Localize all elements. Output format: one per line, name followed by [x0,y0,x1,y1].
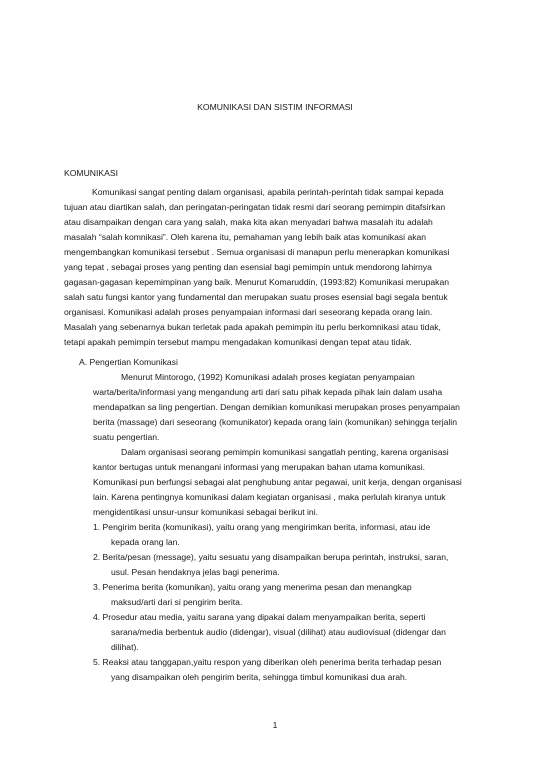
page-number: 1 [272,720,278,730]
section-heading: KOMUNIKASI [64,168,118,178]
list-item: 2. Berita/pesan (message), yaitu sesuatu yang disampaikan berupa perintah, instruksi, saran, [93,552,449,562]
list-item-continuation: maksud/arti dari si pengirim berita. [111,597,243,607]
body-line: Menurut Mintorogo, (1992) Komunikasi adalah proses kegiatan penyampaian [121,372,415,382]
intro-line: Komunikasi sangat penting dalam organisasi, apabila perintah-perintah tidak sampai kepada [92,187,444,197]
list-item-continuation: yang disampaikan oleh pengirim berita, sehingga timbul komunikasi dua arah. [111,672,408,682]
document-title: KOMUNIKASI DAN SISTIM INFORMASI [197,102,353,112]
list-item-continuation: usul. Pesan hendaknya jelas bagi penerima. [111,567,280,577]
intro-line: Masalah yang sebenarnya bukan terletak pada apakah pemimpin itu perlu berkomnikasi atau tidak, [64,322,441,332]
intro-line: mengembangkan komunikasi tersebut . Semua organisasi di manapun perlu menerapkan komunikasi [64,247,450,257]
body-line: mendapatkan sa ling pengertian. Dengan demikian komunikasi merupakan proses penyampaian [93,402,460,412]
intro-line: gagasan-gagasan kepemimpinan yang baik. Menurut Komaruddin, (1993:82) Komunikasi merupakan [64,277,450,287]
body-line: warta/berita/informasi yang mengandung arti dari satu pihak kepada pihak lain dalam usaha [93,387,443,397]
list-item-continuation: dilihat). [111,642,139,652]
list-item: 3. Penerima berita (komunikan), yaitu orang yang menerima pesan dan menangkap [93,582,412,592]
intro-line: tetapi apakah pemimpin tersebut mampu mengadakan komunikasi dengan tepat atau tidak. [64,337,412,347]
list-item-continuation: kepada orang lan. [111,537,180,547]
body-line: kantor bertugas untuk menangani informasi yang merupakan bahan utama komunikasi. [93,462,426,472]
body-line: Dalam organisasi seorang pemimpin komunikasi sangatlah penting, karena organisasi [121,447,449,457]
subsection-heading: A. Pengertian Komunikasi [79,357,178,367]
intro-line: organisasi. Komunikasi adalah proses penyampaian informasi dari seseorang kepada orang lain. [64,307,433,317]
intro-line: yang tepat , sebagai proses yang penting dan esensial bagi pemimpin untuk mendorong lahirnya [64,262,432,272]
list-item: 1. Pengirim berita (komunikasi), yaitu orang yang mengirimkan berita, informasi, atau ide [93,522,431,532]
intro-line: salah satu fungsi kantor yang fundamental dan merupakan suatu proses esensial bagi segala bentuk [64,292,448,302]
body-line: lain. Karena pentingnya komunikasi dalam kegiatan organisasi , maka perlulah kiranya untuk [93,492,446,502]
body-line: mengidentikasi unsur-unsur komunikasi sebagai berikut ini. [93,507,318,517]
intro-line: masalah “salah komnikasi”. Oleh karena itu, pemahaman yang lebih baik atas komunikasi akan [64,232,427,242]
list-item-continuation: sarana/media berbentuk audio (didengar), visual (dilihat) atau audiovisual (didengar dan [111,627,446,637]
body-line: berita (massage) dari seseorang (komunikator) kepada orang lain (komunikan) sehingga terjalin [93,417,457,427]
list-item: 5. Reaksi atau tanggapan,yaitu respon yang diberikan oleh penerima berita terhadap pesan [93,657,442,667]
list-item: 4. Prosedur atau media, yaitu sarana yang dipakai dalam menyampaikan berita, seperti [93,612,426,622]
intro-line: tujuan atau diartikan salah, dan peringatan-peringatan tidak resmi dari seorang pemimpin ditafsirkan [64,202,446,212]
intro-line: atau disampaikan dengan cara yang salah, maka kita akan menyadari bahwa masalah itu adalah [64,217,433,227]
body-line: Komunikasi pun berfungsi sebagai alat penghubung antar pegawai, unit kerja, dengan organisasi [93,477,462,487]
body-line: suatu pengertian. [93,432,160,442]
